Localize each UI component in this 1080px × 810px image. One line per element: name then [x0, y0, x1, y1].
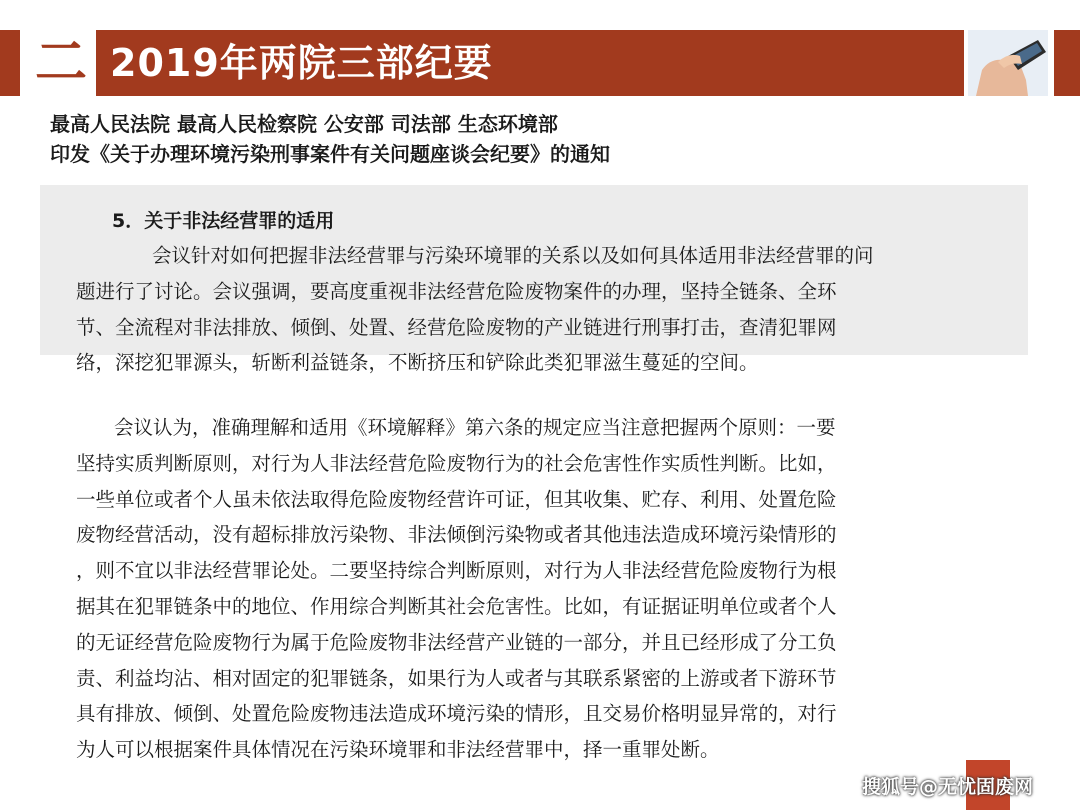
- header-accent-right: [1054, 30, 1080, 96]
- paragraph-line: 节、全流程对非法排放、倾倒、处置、经营危险废物的产业链进行刑事打击，查清犯罪网: [76, 315, 837, 339]
- phone-hand-image: [968, 30, 1048, 96]
- slide-title: 2019年两院三部纪要: [110, 41, 493, 85]
- paragraph-line: 会议针对如何把握非法经营罪与污染环境罪的关系以及如何具体适用非法经营罪的问: [152, 244, 874, 267]
- section-number: 二: [34, 33, 87, 93]
- paragraph-line: 具有排放、倾倒、处置危险废物违法造成环境污染的情形，且交易价格明显异常的，对行: [76, 702, 837, 726]
- paragraph-line: 为人可以根据案件具体情况在污染环境罪和非法经营罪中，择一重罪处断。: [76, 738, 720, 762]
- paragraph-line: 一些单位或者个人虽未依法取得危险废物经营许可证，但其收集、贮存、利用、处置危险: [76, 487, 837, 511]
- paragraph-line: ，则不宜以非法经营罪论处。二要坚持综合判断原则，对行为人非法经营危险废物行为根: [76, 559, 837, 583]
- notice-title: 印发《关于办理环境污染刑事案件有关问题座谈会纪要》的通知: [50, 142, 610, 166]
- issuing-authorities: 最高人民法院 最高人民检察院 公安部 司法部 生态环境部: [50, 112, 558, 136]
- paragraph-line: 废物经营活动，没有超标排放污染物、非法倾倒污染物或者其他违法造成环境污染情形的: [76, 523, 837, 547]
- paragraph-line: 会议认为，准确理解和适用《环境解释》第六条的规定应当注意把握两个原则：一要: [114, 416, 836, 439]
- title-bar: [96, 30, 964, 96]
- paragraph-line: 责、利益均沾、相对固定的犯罪链条，如果行为人或者与其联系紧密的上游或者下游环节: [76, 666, 837, 690]
- paragraph-line: 络，深挖犯罪源头，斩断利益链条，不断挤压和铲除此类犯罪滋生蔓延的空间。: [76, 351, 759, 375]
- watermark: 搜狐号@无忧固废网: [862, 776, 1034, 798]
- paragraph-line: 题进行了讨论。会议强调，要高度重视非法经营危险废物案件的办理，坚持全链条、全环: [76, 279, 837, 303]
- paragraph-line: 据其在犯罪链条中的地位、作用综合判断其社会危害性。比如，有证据证明单位或者个人: [76, 594, 837, 618]
- paragraph-line: 的无证经营危险废物行为属于危险废物非法经营产业链的一部分，并且已经形成了分工负: [76, 630, 837, 654]
- paragraph-line: 坚持实质判断原则，对行为人非法经营危险废物行为的社会危害性作实质性判断。比如，: [76, 451, 837, 475]
- header-accent-left: [0, 30, 20, 96]
- paragraph-2: [76, 410, 1026, 768]
- section-subheading: 5．关于非法经营罪的适用: [112, 210, 335, 232]
- paragraph-1: [76, 238, 1026, 381]
